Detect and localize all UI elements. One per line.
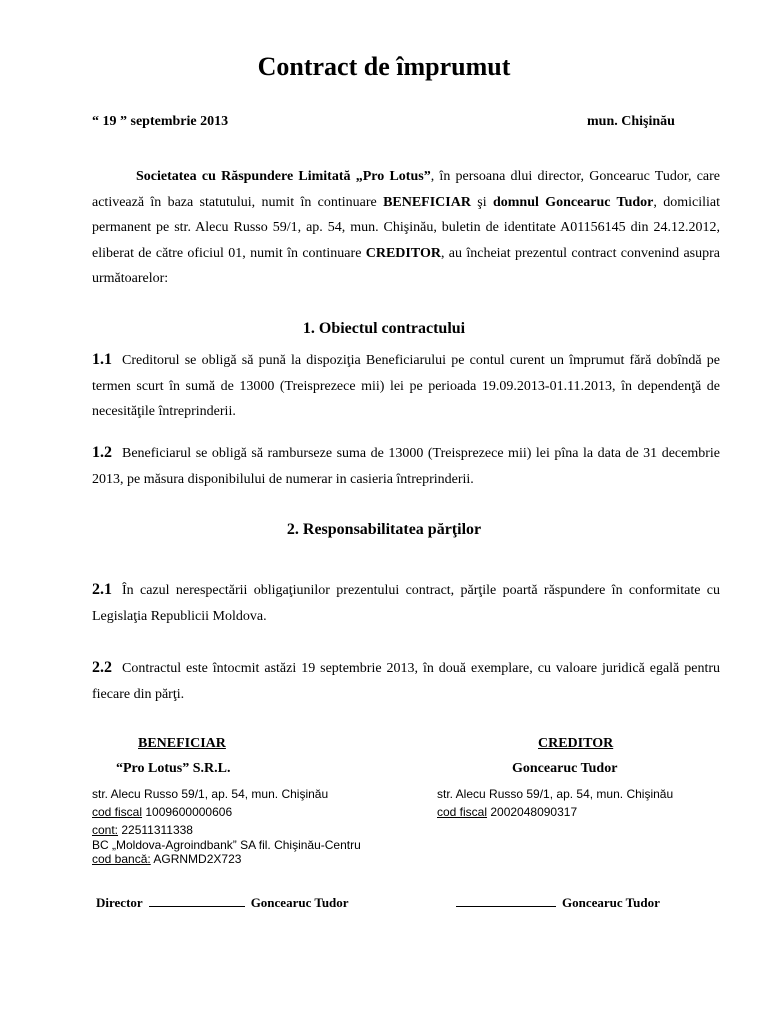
intro-text-4: , au încheiat prezentul contract convenind asupra următoarelor: — [92, 245, 721, 286]
fiscal-code-label: cod fiscal — [437, 805, 488, 819]
intro-paragraph — [92, 164, 720, 292]
clause-text: În cazul nerespectării obligaţiunilor prezentului contract, părţile poartă răspundere în conformitate cu Legislaţia Republicii Moldova. — [92, 583, 720, 624]
account-label: cont: — [92, 823, 119, 837]
fiscal-code-label: cod fiscal — [92, 805, 143, 819]
beneficiar-signature-row — [96, 894, 349, 911]
beneficiar-account — [92, 823, 193, 837]
signature-line — [149, 894, 245, 907]
beneficiar-name: “Pro Lotus” S.R.L. — [116, 761, 231, 776]
clause-number: 1.2 — [92, 444, 112, 461]
company-name: Societatea cu Răspundere Limitată „Pro Lotus” — [136, 169, 431, 184]
bank-code-label: cod bancă: — [92, 852, 151, 866]
signatory-role: Director — [96, 895, 143, 910]
beneficiar-heading: BENEFICIAR — [138, 736, 226, 751]
account-value: 22511311338 — [118, 823, 193, 837]
contract-city: mun. Chişinău — [587, 114, 675, 129]
intro-text-3: , domiciliat permanent pe str. Alecu Russo 59/1, ap. 54, mun. Chişinău, buletin de identitate A01156145 din 24.12.2012, eliberat de către oficiul 01, numit în continuare — [92, 194, 720, 261]
signature-line — [456, 894, 556, 907]
clause-number: 1.1 — [92, 351, 112, 368]
creditor-signature-row — [456, 894, 660, 911]
clause-number: 2.1 — [92, 581, 112, 598]
contract-date: “ 19 ” septembrie 2013 — [92, 114, 229, 129]
contract-title: Contract de împrumut — [257, 52, 511, 81]
beneficiar-fiscal-code — [92, 805, 232, 819]
role-beneficiar: BENEFICIAR — [383, 194, 471, 210]
fiscal-code-value: 1009600000606 — [142, 805, 233, 819]
creditor-fiscal-code — [437, 805, 577, 819]
clause-text: Contractul este întocmit astăzi 19 septembrie 2013, în două exemplare, cu valoare juridică egală pentru fiecare din părţi. — [92, 661, 720, 702]
fiscal-code-value: 2002048090317 — [487, 805, 578, 819]
beneficiar-bank-code — [92, 852, 241, 866]
clause-1-1 — [92, 347, 720, 425]
creditor-name: Goncearuc Tudor — [512, 761, 618, 776]
person-name: domnul Goncearuc Tudor — [492, 194, 654, 210]
beneficiar-bank: BC „Moldova-Agroindbank” SA fil. Chişinău-Centru — [92, 838, 361, 852]
section-1-title: 1. Obiectul contractului — [302, 320, 466, 337]
creditor-address: str. Alecu Russo 59/1, ap. 54, mun. Chişinău — [437, 787, 674, 801]
clause-text: Beneficiarul se obligă să ramburseze suma de 13000 (Treisprezece mii) lei pîna la data de 31 decembrie 2013, pe măsura disponibilului de numerar in casieria întreprinderii. — [92, 446, 720, 487]
bank-code-value: AGRNMD2X723 — [150, 852, 242, 866]
beneficiar-address: str. Alecu Russo 59/1, ap. 54, mun. Chişinău — [92, 787, 329, 801]
role-creditor: CREDITOR — [365, 245, 441, 261]
clause-1-2 — [92, 440, 720, 492]
intro-text-1: , în persoana dlui director, Goncearuc Tudor, care activează în baza statutului, numit în continuare — [92, 169, 720, 210]
signatory-name: Goncearuc Tudor — [562, 895, 660, 910]
clause-2-1 — [92, 577, 720, 629]
clause-number: 2.2 — [92, 659, 112, 676]
intro-text-2: şi — [470, 194, 493, 210]
clause-text: Creditorul se obligă să pună la dispoziţia Beneficiarului pe contul curent un împrumut fără dobîndă pe termen scurt în sumă de 13000 (Treisprezece mii) lei pe perioada 19.09.2013-01.11.2013, în dependenţă de necesităţile întreprinderii. — [92, 353, 720, 419]
clause-2-2 — [92, 655, 720, 707]
section-2-title: 2. Responsabilitatea părţilor — [286, 521, 482, 538]
signatory-name: Goncearuc Tudor — [250, 895, 349, 910]
creditor-heading: CREDITOR — [538, 736, 614, 751]
